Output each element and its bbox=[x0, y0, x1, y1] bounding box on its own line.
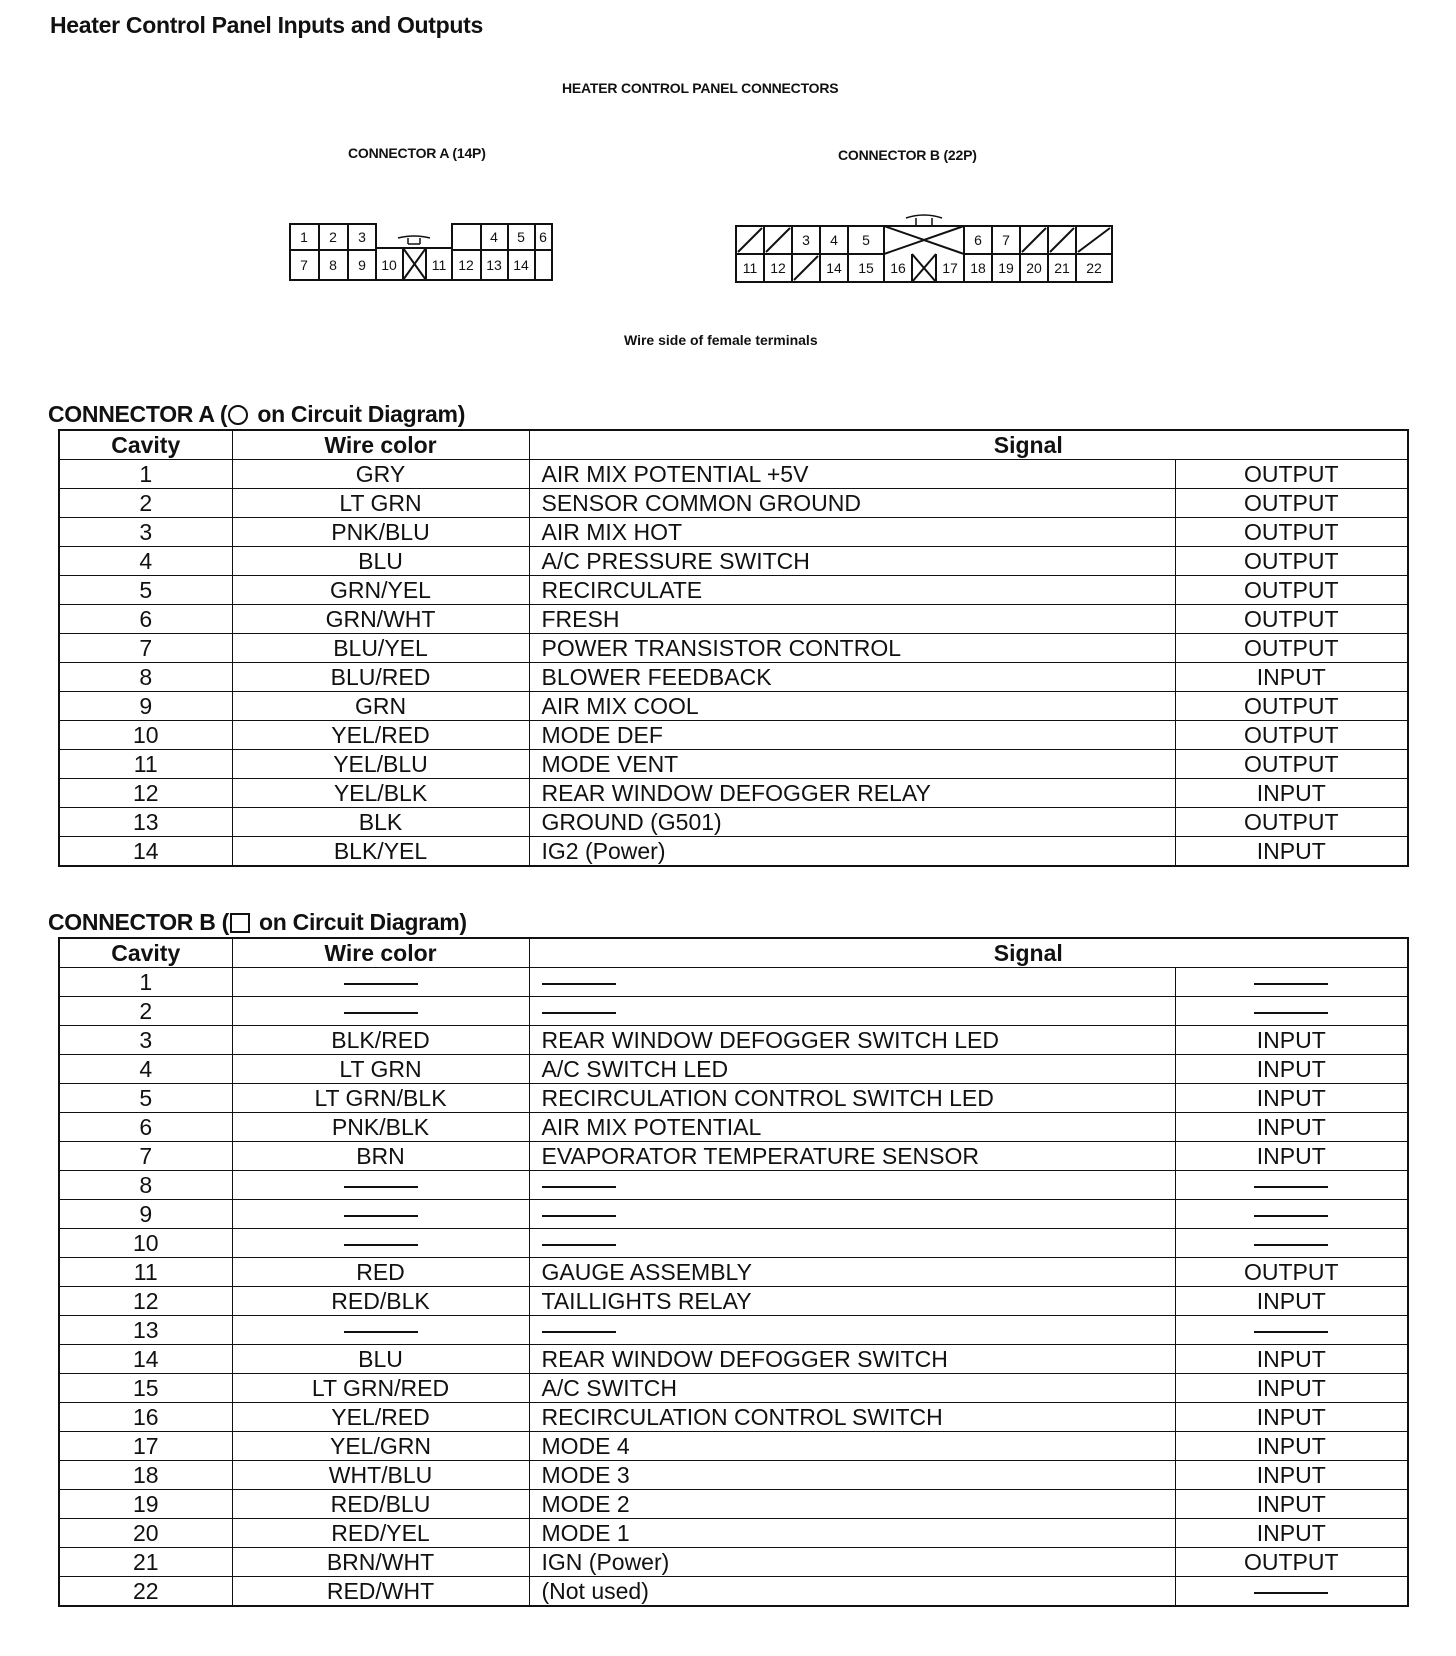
wire-color-cell: GRN bbox=[232, 692, 529, 721]
signal-cell: A/C SWITCH LED bbox=[529, 1055, 1175, 1084]
signal-cell: IG2 (Power) bbox=[529, 837, 1175, 867]
unused-dash bbox=[1254, 983, 1328, 985]
signal-cell bbox=[529, 1171, 1175, 1200]
signal-cell: AIR MIX POTENTIAL bbox=[529, 1113, 1175, 1142]
pin-number: 11 bbox=[742, 260, 758, 276]
cavity-cell: 7 bbox=[59, 1142, 232, 1171]
cavity-cell: 7 bbox=[59, 634, 232, 663]
table-row bbox=[59, 1374, 1408, 1403]
signal-cell: AIR MIX HOT bbox=[529, 518, 1175, 547]
table-row bbox=[59, 837, 1408, 867]
wire-color-header: Wire color bbox=[232, 430, 529, 460]
signal-cell: (Not used) bbox=[529, 1577, 1175, 1607]
signal-cell bbox=[529, 997, 1175, 1026]
signal-cell: RECIRCULATION CONTROL SWITCH LED bbox=[529, 1084, 1175, 1113]
direction-cell: OUTPUT bbox=[1175, 1548, 1408, 1577]
pin-number: 15 bbox=[858, 260, 874, 276]
connector-a-header-row bbox=[59, 430, 1408, 460]
unused-dash bbox=[344, 1186, 418, 1188]
unused-dash bbox=[1254, 1244, 1328, 1246]
connector-a-title-post: on Circuit Diagram) bbox=[251, 401, 466, 427]
wire-color-cell bbox=[232, 1171, 529, 1200]
wire-color-cell: BLU/RED bbox=[232, 663, 529, 692]
wire-color-cell: LT GRN bbox=[232, 489, 529, 518]
signal-cell: REAR WINDOW DEFOGGER SWITCH bbox=[529, 1345, 1175, 1374]
direction-cell: INPUT bbox=[1175, 663, 1408, 692]
wire-color-cell: YEL/BLU bbox=[232, 750, 529, 779]
signal-cell: MODE 3 bbox=[529, 1461, 1175, 1490]
cavity-cell: 6 bbox=[59, 605, 232, 634]
signal-header: Signal bbox=[529, 430, 1408, 460]
direction-cell: INPUT bbox=[1175, 1490, 1408, 1519]
table-row bbox=[59, 605, 1408, 634]
direction-cell: INPUT bbox=[1175, 779, 1408, 808]
table-row bbox=[59, 997, 1408, 1026]
signal-cell: A/C SWITCH bbox=[529, 1374, 1175, 1403]
wire-color-cell: BRN bbox=[232, 1142, 529, 1171]
signal-cell: BLOWER FEEDBACK bbox=[529, 663, 1175, 692]
wire-color-cell bbox=[232, 1200, 529, 1229]
signal-cell: GAUGE ASSEMBLY bbox=[529, 1258, 1175, 1287]
cavity-cell: 18 bbox=[59, 1461, 232, 1490]
table-row bbox=[59, 692, 1408, 721]
wire-color-cell: BRN/WHT bbox=[232, 1548, 529, 1577]
cavity-cell: 3 bbox=[59, 518, 232, 547]
direction-cell: OUTPUT bbox=[1175, 547, 1408, 576]
wire-color-cell: RED/BLK bbox=[232, 1287, 529, 1316]
signal-cell: SENSOR COMMON GROUND bbox=[529, 489, 1175, 518]
cavity-cell: 12 bbox=[59, 779, 232, 808]
connector-a-title-pre: CONNECTOR A ( bbox=[48, 401, 228, 427]
wire-color-header: Wire color bbox=[232, 938, 529, 968]
wire-color-cell: PNK/BLK bbox=[232, 1113, 529, 1142]
connector-a-title bbox=[48, 401, 465, 428]
unused-dash bbox=[542, 1012, 616, 1014]
pin-number: 6 bbox=[974, 232, 982, 248]
table-row bbox=[59, 1432, 1408, 1461]
pin-number: 10 bbox=[381, 257, 397, 273]
signal-header: Signal bbox=[529, 938, 1408, 968]
direction-cell: OUTPUT bbox=[1175, 518, 1408, 547]
table-row bbox=[59, 547, 1408, 576]
pin-number: 14 bbox=[826, 260, 842, 276]
pin-number: 5 bbox=[862, 232, 870, 248]
connector-b-label: CONNECTOR B (22P) bbox=[838, 147, 977, 163]
unused-dash bbox=[344, 1244, 418, 1246]
table-row bbox=[59, 1548, 1408, 1577]
direction-cell: INPUT bbox=[1175, 1026, 1408, 1055]
direction-cell: OUTPUT bbox=[1175, 576, 1408, 605]
pin-number: 21 bbox=[1054, 260, 1070, 276]
pin-number: 6 bbox=[539, 229, 547, 245]
pin-number: 12 bbox=[770, 260, 786, 276]
direction-cell: OUTPUT bbox=[1175, 634, 1408, 663]
unused-dash bbox=[344, 1215, 418, 1217]
cavity-header: Cavity bbox=[59, 938, 232, 968]
unused-dash bbox=[344, 1331, 418, 1333]
unused-dash bbox=[344, 1012, 418, 1014]
cavity-cell: 22 bbox=[59, 1577, 232, 1607]
direction-cell: INPUT bbox=[1175, 1461, 1408, 1490]
cavity-cell: 8 bbox=[59, 1171, 232, 1200]
wire-color-cell: YEL/GRN bbox=[232, 1432, 529, 1461]
table-row bbox=[59, 1171, 1408, 1200]
cavity-cell: 13 bbox=[59, 808, 232, 837]
cavity-cell: 9 bbox=[59, 692, 232, 721]
wire-color-cell: GRY bbox=[232, 460, 529, 489]
unused-dash bbox=[1254, 1186, 1328, 1188]
direction-cell: INPUT bbox=[1175, 1287, 1408, 1316]
table-row bbox=[59, 1345, 1408, 1374]
cavity-cell: 4 bbox=[59, 547, 232, 576]
direction-cell bbox=[1175, 1229, 1408, 1258]
unused-dash bbox=[1254, 1331, 1328, 1333]
signal-cell: FRESH bbox=[529, 605, 1175, 634]
wire-color-cell: BLU bbox=[232, 547, 529, 576]
direction-cell: OUTPUT bbox=[1175, 1258, 1408, 1287]
unused-dash bbox=[1254, 1592, 1328, 1594]
unused-dash bbox=[1254, 1215, 1328, 1217]
table-row bbox=[59, 1055, 1408, 1084]
connector-a-table bbox=[58, 429, 1409, 867]
pin-number: 7 bbox=[1002, 232, 1010, 248]
unused-dash bbox=[542, 1331, 616, 1333]
cavity-cell: 2 bbox=[59, 489, 232, 518]
signal-cell: IGN (Power) bbox=[529, 1548, 1175, 1577]
direction-cell: INPUT bbox=[1175, 1403, 1408, 1432]
wire-color-cell: BLK/RED bbox=[232, 1026, 529, 1055]
direction-cell: INPUT bbox=[1175, 1519, 1408, 1548]
wire-color-cell: BLU bbox=[232, 1345, 529, 1374]
direction-cell: INPUT bbox=[1175, 1113, 1408, 1142]
table-row bbox=[59, 1519, 1408, 1548]
signal-cell: MODE 2 bbox=[529, 1490, 1175, 1519]
signal-cell: MODE DEF bbox=[529, 721, 1175, 750]
cavity-cell: 17 bbox=[59, 1432, 232, 1461]
wire-color-cell: BLK/YEL bbox=[232, 837, 529, 867]
wire-color-cell: LT GRN bbox=[232, 1055, 529, 1084]
table-row bbox=[59, 1258, 1408, 1287]
table-row bbox=[59, 1142, 1408, 1171]
signal-cell: REAR WINDOW DEFOGGER RELAY bbox=[529, 779, 1175, 808]
cavity-cell: 5 bbox=[59, 576, 232, 605]
unused-dash bbox=[542, 983, 616, 985]
cavity-header: Cavity bbox=[59, 430, 232, 460]
cavity-cell: 16 bbox=[59, 1403, 232, 1432]
direction-cell bbox=[1175, 1577, 1408, 1607]
connector-b-title-pre: CONNECTOR B ( bbox=[48, 909, 229, 935]
signal-cell: MODE 4 bbox=[529, 1432, 1175, 1461]
table-row bbox=[59, 1200, 1408, 1229]
wire-color-cell: PNK/BLU bbox=[232, 518, 529, 547]
direction-cell: OUTPUT bbox=[1175, 721, 1408, 750]
pin-number: 3 bbox=[802, 232, 810, 248]
cavity-cell: 1 bbox=[59, 460, 232, 489]
table-row bbox=[59, 779, 1408, 808]
wire-color-cell: RED/BLU bbox=[232, 1490, 529, 1519]
cavity-cell: 10 bbox=[59, 1229, 232, 1258]
wire-color-cell: LT GRN/RED bbox=[232, 1374, 529, 1403]
pin-number: 7 bbox=[300, 257, 308, 273]
connector-b-title-post: on Circuit Diagram) bbox=[252, 909, 467, 935]
signal-cell bbox=[529, 1200, 1175, 1229]
direction-cell: INPUT bbox=[1175, 1142, 1408, 1171]
pin-number: 16 bbox=[890, 260, 906, 276]
pin-number: 12 bbox=[458, 257, 474, 273]
cavity-cell: 14 bbox=[59, 1345, 232, 1374]
signal-cell bbox=[529, 1316, 1175, 1345]
pin-number: 4 bbox=[490, 229, 498, 245]
wire-color-cell: LT GRN/BLK bbox=[232, 1084, 529, 1113]
signal-cell: AIR MIX COOL bbox=[529, 692, 1175, 721]
unused-dash bbox=[542, 1186, 616, 1188]
direction-cell: INPUT bbox=[1175, 1374, 1408, 1403]
connector-a-label: CONNECTOR A (14P) bbox=[348, 145, 486, 161]
direction-cell bbox=[1175, 1316, 1408, 1345]
cavity-cell: 8 bbox=[59, 663, 232, 692]
table-row bbox=[59, 1113, 1408, 1142]
table-row bbox=[59, 721, 1408, 750]
connector-a-diagram bbox=[288, 218, 558, 284]
connector-b-title bbox=[48, 909, 467, 936]
cavity-cell: 3 bbox=[59, 1026, 232, 1055]
table-row bbox=[59, 1316, 1408, 1345]
cavity-cell: 13 bbox=[59, 1316, 232, 1345]
direction-cell: OUTPUT bbox=[1175, 460, 1408, 489]
cavity-cell: 6 bbox=[59, 1113, 232, 1142]
table-row bbox=[59, 489, 1408, 518]
signal-cell bbox=[529, 1229, 1175, 1258]
direction-cell bbox=[1175, 1171, 1408, 1200]
cavity-cell: 19 bbox=[59, 1490, 232, 1519]
circle-symbol-icon bbox=[228, 405, 248, 425]
table-row bbox=[59, 460, 1408, 489]
cavity-cell: 1 bbox=[59, 968, 232, 997]
direction-cell: OUTPUT bbox=[1175, 750, 1408, 779]
wire-color-cell: BLU/YEL bbox=[232, 634, 529, 663]
signal-cell: REAR WINDOW DEFOGGER SWITCH LED bbox=[529, 1026, 1175, 1055]
direction-cell: OUTPUT bbox=[1175, 489, 1408, 518]
cavity-cell: 15 bbox=[59, 1374, 232, 1403]
signal-cell: AIR MIX POTENTIAL +5V bbox=[529, 460, 1175, 489]
pin-number: 3 bbox=[358, 229, 366, 245]
wire-color-cell: BLK bbox=[232, 808, 529, 837]
table-row bbox=[59, 663, 1408, 692]
cavity-cell: 5 bbox=[59, 1084, 232, 1113]
cavity-cell: 14 bbox=[59, 837, 232, 867]
table-row bbox=[59, 1403, 1408, 1432]
connector-b-header-row bbox=[59, 938, 1408, 968]
pin-number: 22 bbox=[1086, 260, 1102, 276]
unused-dash bbox=[542, 1215, 616, 1217]
square-symbol-icon bbox=[230, 913, 250, 933]
wire-color-cell: YEL/RED bbox=[232, 721, 529, 750]
table-row bbox=[59, 1461, 1408, 1490]
unused-dash bbox=[344, 983, 418, 985]
pin-number: 17 bbox=[942, 260, 958, 276]
table-row bbox=[59, 1229, 1408, 1258]
table-row bbox=[59, 1490, 1408, 1519]
page-title: Heater Control Panel Inputs and Outputs bbox=[50, 12, 483, 38]
cavity-cell: 12 bbox=[59, 1287, 232, 1316]
direction-cell bbox=[1175, 1200, 1408, 1229]
signal-cell: A/C PRESSURE SWITCH bbox=[529, 547, 1175, 576]
signal-cell: POWER TRANSISTOR CONTROL bbox=[529, 634, 1175, 663]
table-row bbox=[59, 634, 1408, 663]
wire-color-cell: GRN/YEL bbox=[232, 576, 529, 605]
pin-number: 11 bbox=[431, 257, 447, 273]
pin-number: 13 bbox=[486, 257, 502, 273]
wire-color-cell: RED/YEL bbox=[232, 1519, 529, 1548]
table-row bbox=[59, 968, 1408, 997]
pin-number: 20 bbox=[1026, 260, 1042, 276]
signal-cell: RECIRCULATE bbox=[529, 576, 1175, 605]
wire-color-cell: WHT/BLU bbox=[232, 1461, 529, 1490]
pin-number: 18 bbox=[970, 260, 986, 276]
pin-number: 5 bbox=[517, 229, 525, 245]
connector-b-diagram bbox=[734, 206, 1118, 286]
direction-cell: OUTPUT bbox=[1175, 605, 1408, 634]
table-row bbox=[59, 1287, 1408, 1316]
wire-color-cell: YEL/BLK bbox=[232, 779, 529, 808]
direction-cell bbox=[1175, 997, 1408, 1026]
table-row bbox=[59, 1577, 1408, 1607]
table-row bbox=[59, 1084, 1408, 1113]
wire-color-cell: RED bbox=[232, 1258, 529, 1287]
pin-number: 9 bbox=[358, 257, 366, 273]
direction-cell bbox=[1175, 968, 1408, 997]
signal-cell: RECIRCULATION CONTROL SWITCH bbox=[529, 1403, 1175, 1432]
direction-cell: OUTPUT bbox=[1175, 692, 1408, 721]
table-row bbox=[59, 808, 1408, 837]
wire-color-cell bbox=[232, 968, 529, 997]
wire-color-cell: RED/WHT bbox=[232, 1577, 529, 1607]
signal-cell: GROUND (G501) bbox=[529, 808, 1175, 837]
wire-color-cell: YEL/RED bbox=[232, 1403, 529, 1432]
signal-cell: MODE VENT bbox=[529, 750, 1175, 779]
cavity-cell: 9 bbox=[59, 1200, 232, 1229]
direction-cell: OUTPUT bbox=[1175, 808, 1408, 837]
direction-cell: INPUT bbox=[1175, 1432, 1408, 1461]
wire-color-cell: GRN/WHT bbox=[232, 605, 529, 634]
table-row bbox=[59, 750, 1408, 779]
pin-number: 2 bbox=[329, 229, 337, 245]
wire-color-cell bbox=[232, 997, 529, 1026]
cavity-cell: 10 bbox=[59, 721, 232, 750]
direction-cell: INPUT bbox=[1175, 1345, 1408, 1374]
wire-color-cell bbox=[232, 1316, 529, 1345]
table-row bbox=[59, 1026, 1408, 1055]
signal-cell bbox=[529, 968, 1175, 997]
direction-cell: INPUT bbox=[1175, 1055, 1408, 1084]
connector-b-table bbox=[58, 937, 1409, 1607]
cavity-cell: 21 bbox=[59, 1548, 232, 1577]
wire-color-cell bbox=[232, 1229, 529, 1258]
signal-cell: EVAPORATOR TEMPERATURE SENSOR bbox=[529, 1142, 1175, 1171]
unused-dash bbox=[1254, 1012, 1328, 1014]
cavity-cell: 2 bbox=[59, 997, 232, 1026]
signal-cell: TAILLIGHTS RELAY bbox=[529, 1287, 1175, 1316]
pin-number: 8 bbox=[329, 257, 337, 273]
connectors-heading: HEATER CONTROL PANEL CONNECTORS bbox=[562, 80, 839, 96]
cavity-cell: 20 bbox=[59, 1519, 232, 1548]
table-row bbox=[59, 518, 1408, 547]
cavity-cell: 4 bbox=[59, 1055, 232, 1084]
direction-cell: INPUT bbox=[1175, 837, 1408, 867]
pin-number: 14 bbox=[513, 257, 529, 273]
unused-dash bbox=[542, 1244, 616, 1246]
pin-number: 19 bbox=[998, 260, 1014, 276]
table-row bbox=[59, 576, 1408, 605]
signal-cell: MODE 1 bbox=[529, 1519, 1175, 1548]
pin-number: 1 bbox=[300, 229, 308, 245]
cavity-cell: 11 bbox=[59, 1258, 232, 1287]
direction-cell: INPUT bbox=[1175, 1084, 1408, 1113]
cavity-cell: 11 bbox=[59, 750, 232, 779]
wire-side-note: Wire side of female terminals bbox=[624, 332, 818, 348]
pin-number: 4 bbox=[830, 232, 838, 248]
